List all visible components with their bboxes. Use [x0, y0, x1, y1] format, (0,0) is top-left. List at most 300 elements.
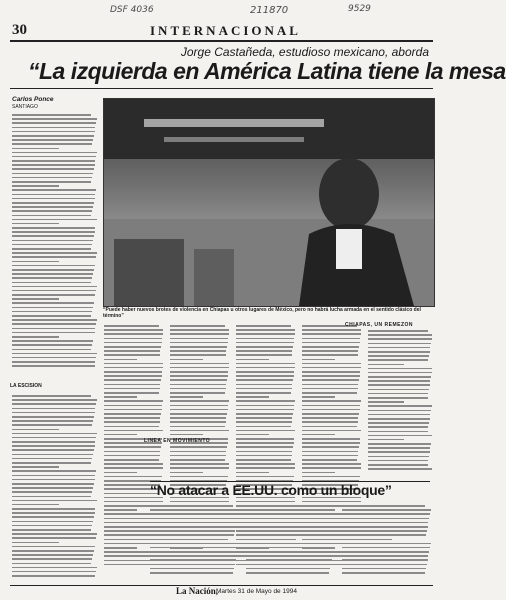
text-line — [104, 354, 160, 356]
text-line — [342, 555, 428, 557]
subhead-chiapas: CHIAPAS, UN REMEZON — [345, 322, 414, 328]
text-line — [12, 437, 96, 439]
text-line — [12, 537, 96, 539]
text-line — [368, 418, 430, 420]
text-line — [104, 325, 159, 327]
text-line — [236, 476, 294, 478]
text-line — [302, 426, 357, 428]
text-line — [12, 206, 93, 208]
text-line — [170, 396, 203, 398]
text-line — [246, 559, 332, 561]
headline: “La izquierda en América Latina tiene la mesa — [28, 58, 506, 84]
text-line — [302, 346, 359, 348]
text-line — [302, 333, 361, 335]
text-line — [170, 476, 228, 478]
text-line — [302, 367, 361, 369]
text-line — [170, 451, 226, 453]
text-line — [302, 384, 358, 386]
subhead-escision: LA ESCISION — [10, 383, 42, 389]
text-line — [236, 463, 295, 465]
text-line — [170, 371, 228, 373]
text-line — [170, 346, 227, 348]
text-line — [12, 277, 92, 279]
text-line — [12, 223, 59, 225]
text-line — [104, 463, 163, 465]
text-line — [104, 459, 159, 461]
text-line — [12, 344, 92, 346]
text-line — [342, 513, 430, 515]
text-line — [368, 460, 428, 462]
text-line — [104, 346, 161, 348]
text-line — [246, 551, 333, 553]
text-line — [12, 131, 95, 133]
text-line — [236, 375, 294, 377]
text-line — [12, 240, 93, 242]
text-line — [236, 405, 294, 407]
text-line — [12, 252, 97, 254]
text-line — [342, 518, 429, 520]
text-line — [236, 451, 292, 453]
text-line — [12, 462, 91, 464]
text-line — [246, 518, 333, 520]
page-number: 30 — [12, 22, 27, 38]
footer-rule — [10, 585, 433, 586]
text-line — [302, 455, 358, 457]
handwritten-code: DSF 4036 — [110, 5, 154, 15]
text-line — [236, 342, 294, 344]
text-line — [150, 526, 236, 528]
text-line — [104, 392, 159, 394]
text-line — [12, 328, 95, 330]
text-line — [104, 476, 162, 478]
text-line — [12, 261, 59, 263]
text-line — [236, 467, 295, 469]
text-line — [368, 401, 404, 403]
text-line — [104, 359, 137, 361]
text-line — [368, 426, 428, 428]
text-line — [302, 409, 360, 411]
text-line — [368, 330, 428, 332]
text-line — [342, 539, 392, 541]
text-line — [12, 508, 95, 510]
text-line — [104, 467, 163, 469]
headline-rule — [10, 88, 433, 89]
text-line — [246, 509, 335, 511]
text-line — [170, 338, 228, 340]
text-line — [150, 564, 235, 566]
text-line — [104, 363, 163, 365]
text-line — [236, 384, 292, 386]
text-line — [12, 160, 95, 162]
text-line — [104, 342, 162, 344]
text-line — [302, 350, 358, 352]
box-headline: “No atacar a EE.UU. como un bloque” — [150, 481, 430, 502]
text-line — [104, 400, 163, 402]
handwritten-ref: 9529 — [348, 4, 371, 14]
text-line — [104, 434, 137, 436]
text-line — [302, 375, 360, 377]
text-line — [104, 509, 137, 511]
footer-newspaper: La Nación, — [176, 586, 219, 596]
text-line — [302, 400, 361, 402]
text-line — [236, 388, 292, 390]
text-line — [236, 455, 292, 457]
text-line — [236, 329, 295, 331]
section-title: INTERNACIONAL — [150, 23, 301, 38]
text-line — [104, 350, 160, 352]
text-line — [12, 483, 94, 485]
text-line — [170, 325, 225, 327]
text-line — [104, 396, 137, 398]
text-line — [150, 539, 200, 541]
text-line — [236, 459, 291, 461]
text-line — [12, 215, 91, 217]
text-line — [246, 534, 330, 536]
text-line — [12, 181, 91, 183]
text-line — [12, 227, 95, 229]
text-line — [104, 547, 137, 549]
text-line — [150, 547, 238, 549]
text-line — [104, 338, 162, 340]
text-line — [368, 368, 432, 370]
text-line — [12, 340, 93, 342]
text-line — [12, 491, 92, 493]
text-line — [12, 148, 59, 150]
text-line — [12, 114, 91, 116]
text-line — [302, 388, 358, 390]
text-line — [236, 363, 295, 365]
text-line — [150, 530, 235, 532]
text-line — [246, 568, 330, 570]
text-line — [104, 329, 163, 331]
text-line — [302, 472, 335, 474]
text-line — [150, 572, 233, 574]
text-line — [236, 421, 292, 423]
text-line — [12, 449, 94, 451]
text-line — [342, 522, 428, 524]
text-line — [236, 409, 294, 411]
text-line — [302, 392, 357, 394]
text-line — [236, 426, 291, 428]
text-line — [12, 521, 93, 523]
text-line — [12, 416, 94, 418]
text-line — [302, 359, 335, 361]
text-line — [236, 438, 294, 440]
text-line — [12, 458, 92, 460]
text-line — [104, 333, 163, 335]
text-line — [302, 417, 358, 419]
text-line — [170, 388, 226, 390]
text-line — [342, 551, 429, 553]
text-line — [246, 539, 296, 541]
photo — [103, 98, 435, 307]
text-line — [104, 455, 160, 457]
text-line — [302, 338, 360, 340]
text-line — [12, 550, 94, 552]
text-line — [368, 443, 431, 445]
text-line — [368, 410, 431, 412]
text-line — [170, 342, 228, 344]
text-line — [12, 286, 97, 288]
text-line — [236, 392, 291, 394]
text-line — [170, 363, 229, 365]
text-line — [368, 393, 428, 395]
text-line — [12, 533, 97, 535]
text-line — [12, 529, 91, 531]
text-line — [368, 456, 429, 458]
text-line — [150, 534, 234, 536]
text-line — [12, 256, 96, 258]
text-line — [104, 375, 162, 377]
text-line — [12, 323, 96, 325]
text-line — [170, 455, 226, 457]
text-line — [12, 302, 94, 304]
text-line — [170, 459, 225, 461]
text-line — [236, 371, 294, 373]
text-line — [302, 434, 335, 436]
text-line — [12, 269, 94, 271]
text-line — [104, 421, 160, 423]
text-line — [12, 152, 97, 154]
text-line — [12, 194, 95, 196]
text-line — [368, 355, 429, 357]
text-line — [246, 505, 329, 507]
text-line — [170, 446, 227, 448]
text-line — [12, 454, 93, 456]
text-line — [12, 575, 95, 577]
text-line — [104, 405, 162, 407]
text-line — [170, 379, 227, 381]
text-line — [12, 210, 92, 212]
text-line — [342, 509, 431, 511]
text-line — [104, 379, 161, 381]
text-line — [302, 451, 358, 453]
text-line — [236, 472, 269, 474]
text-line — [12, 127, 95, 129]
text-line — [12, 412, 95, 414]
box-column-right — [342, 505, 432, 576]
text-line — [368, 359, 428, 361]
body-column-6 — [368, 330, 433, 472]
text-line — [246, 547, 334, 549]
text-line — [12, 122, 96, 124]
text-line — [170, 409, 228, 411]
text-line — [12, 311, 92, 313]
text-line — [12, 403, 96, 405]
byline-location: SANTIAGO — [12, 104, 38, 110]
text-line — [12, 487, 93, 489]
text-line — [368, 414, 430, 416]
text-line — [12, 479, 95, 481]
text-line — [12, 177, 92, 179]
text-line — [170, 333, 229, 335]
text-line — [150, 505, 233, 507]
text-line — [170, 400, 229, 402]
text-line — [302, 446, 359, 448]
text-line — [12, 118, 97, 120]
text-line — [104, 384, 160, 386]
kicker: Jorge Castañeda, estudioso mexicano, aborda — [180, 45, 429, 59]
text-line — [368, 439, 404, 441]
text-line — [302, 413, 359, 415]
text-line — [302, 421, 358, 423]
text-line — [12, 315, 91, 317]
text-line — [236, 430, 295, 432]
text-line — [12, 185, 59, 187]
photo-caption: “Puede haber nuevos brotes de violencia en Chiapas u otros lugares de México, pero no habrá lucha armada en el sentido clásico del término” — [103, 307, 421, 319]
text-line — [236, 396, 269, 398]
text-line — [368, 464, 428, 466]
text-line — [368, 384, 430, 386]
text-line — [302, 438, 360, 440]
text-line — [12, 273, 93, 275]
text-line — [12, 231, 95, 233]
text-line — [368, 422, 429, 424]
text-line — [170, 417, 226, 419]
text-line — [12, 365, 95, 367]
text-line — [236, 367, 295, 369]
text-line — [236, 400, 295, 402]
text-line — [170, 472, 203, 474]
text-line — [12, 265, 95, 267]
text-line — [12, 445, 95, 447]
text-line — [12, 282, 91, 284]
text-line — [150, 551, 237, 553]
text-line — [368, 334, 432, 336]
text-line — [150, 522, 236, 524]
text-line — [170, 413, 227, 415]
text-line — [302, 396, 335, 398]
text-line — [368, 451, 430, 453]
text-line — [12, 235, 94, 237]
text-line — [246, 526, 332, 528]
text-line — [236, 325, 291, 327]
photo-scene — [104, 99, 434, 306]
text-line — [246, 564, 331, 566]
text-line — [342, 547, 430, 549]
text-line — [236, 434, 269, 436]
text-line — [368, 397, 428, 399]
text-line — [368, 389, 429, 391]
text-line — [12, 395, 91, 397]
text-line — [12, 433, 97, 435]
text-line — [12, 244, 92, 246]
text-line — [302, 430, 361, 432]
text-line — [170, 463, 229, 465]
text-line — [368, 405, 432, 407]
text-line — [12, 554, 93, 556]
text-line — [236, 346, 293, 348]
text-line — [342, 543, 431, 545]
text-line — [150, 518, 237, 520]
box-column-left — [150, 505, 240, 576]
text-line — [12, 168, 94, 170]
text-line — [302, 363, 361, 365]
text-line — [246, 522, 332, 524]
text-line — [170, 430, 229, 432]
text-line — [246, 543, 335, 545]
text-line — [104, 409, 162, 411]
text-line — [170, 367, 229, 369]
text-line — [236, 333, 295, 335]
text-line — [170, 384, 226, 386]
text-line — [368, 435, 432, 437]
text-line — [12, 567, 97, 569]
text-line — [104, 451, 160, 453]
text-line — [12, 361, 95, 363]
text-line — [12, 542, 59, 544]
text-line — [236, 359, 269, 361]
text-line — [12, 512, 95, 514]
text-line — [12, 466, 59, 468]
text-line — [302, 442, 360, 444]
text-line — [12, 173, 93, 175]
text-line — [12, 164, 95, 166]
text-line — [104, 413, 161, 415]
footer-date: Martes 31 de Mayo de 1994 — [216, 588, 297, 595]
text-line — [236, 338, 294, 340]
text-line — [302, 476, 360, 478]
text-line — [170, 421, 226, 423]
text-line — [12, 349, 91, 351]
text-line — [104, 446, 161, 448]
text-line — [12, 504, 59, 506]
text-line — [368, 380, 430, 382]
text-line — [246, 572, 329, 574]
text-line — [302, 459, 357, 461]
text-line — [12, 135, 94, 137]
text-line — [302, 467, 361, 469]
left-column-text — [12, 114, 98, 369]
text-line — [12, 294, 95, 296]
text-line — [170, 359, 203, 361]
text-line — [342, 505, 425, 507]
text-line — [12, 336, 59, 338]
text-line — [342, 530, 427, 532]
text-line — [236, 379, 293, 381]
text-line — [368, 431, 428, 433]
text-line — [12, 156, 96, 158]
text-line — [342, 559, 428, 561]
text-line — [12, 353, 97, 355]
text-line — [12, 298, 59, 300]
text-line — [104, 367, 163, 369]
subhead-movimiento: LINEA EN MOVIMIENTO — [144, 438, 211, 444]
text-line — [12, 516, 94, 518]
text-line — [12, 525, 92, 527]
text-line — [150, 513, 238, 515]
text-line — [12, 319, 97, 321]
text-line — [12, 496, 91, 498]
text-line — [170, 392, 225, 394]
text-line — [170, 375, 228, 377]
text-line — [342, 564, 427, 566]
text-line — [12, 307, 93, 309]
text-line — [368, 468, 432, 470]
text-line — [302, 371, 360, 373]
text-line — [12, 546, 95, 548]
text-line — [368, 347, 430, 349]
text-line — [12, 219, 97, 221]
text-line — [150, 543, 239, 545]
text-line — [368, 343, 431, 345]
text-line — [104, 430, 163, 432]
text-line — [150, 555, 236, 557]
text-line — [12, 189, 96, 191]
text-line — [236, 354, 292, 356]
text-line — [12, 441, 95, 443]
text-line — [246, 530, 331, 532]
